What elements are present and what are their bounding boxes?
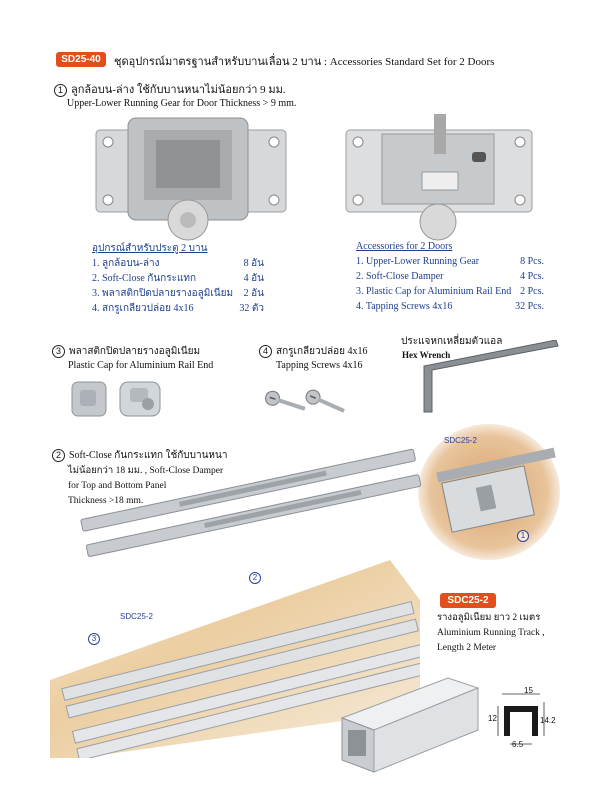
dim-left: 12	[488, 714, 497, 723]
callout-ring-2: 2	[249, 572, 261, 584]
running-gear-image-left	[92, 112, 292, 242]
track-title-en2: Length 2 Meter	[437, 643, 497, 653]
item3-number: 3	[52, 345, 65, 358]
track-code-badge: SDC25-2	[440, 593, 496, 608]
list-item-qty: 8 อัน	[243, 258, 264, 269]
track-profile-image	[338, 668, 508, 778]
hex-wrench-title-en: Hex Wrench	[402, 350, 451, 360]
sdc-label-track: SDC25-2	[120, 612, 153, 621]
item2-line2: ไม่น้อยกว่า 18 มม. , Soft-Close Damper	[68, 466, 224, 476]
product-code-badge: SD25-40	[56, 52, 106, 67]
list-item-qty: 4 อัน	[243, 273, 264, 284]
list-item	[356, 301, 544, 316]
item1-title-en: Upper-Lower Running Gear for Door Thickness > 9 mm.	[67, 98, 297, 109]
list-item-label: 4. สกรูเกลียวปล่อย 4x16	[92, 303, 194, 314]
soft-close-damper-image	[60, 440, 440, 558]
dim-top: 15	[524, 686, 533, 695]
track-description	[437, 611, 545, 656]
accessories-list-en	[356, 241, 544, 316]
list-item-qty: 2 อัน	[243, 288, 264, 299]
item1-number: 1	[54, 84, 67, 97]
item2-line3: for Top and Bottom Panel	[68, 481, 167, 491]
tapping-screws-image	[262, 384, 354, 420]
item3-title-en: Plastic Cap for Aluminium Rail End	[68, 360, 214, 371]
list-item	[356, 271, 544, 286]
list-item-qty: 2 Pcs.	[520, 286, 544, 297]
accessories-list-th	[92, 241, 264, 316]
list-item-qty: 32 Pcs.	[515, 301, 544, 312]
item4-title-en: Tapping Screws 4x16	[276, 360, 363, 371]
track-title-en1: Aluminium Running Track ,	[437, 628, 545, 638]
list-item	[92, 256, 264, 271]
list-item-label: 1. ลูกล้อบน-ล่าง	[92, 258, 160, 269]
list-item	[92, 301, 264, 316]
item4-title	[259, 344, 367, 359]
item2-number: 2	[52, 449, 65, 462]
list-item-label: 3. พลาสติกปิดปลายรางอลูมิเนียม	[92, 288, 234, 299]
list-item-qty: 4 Pcs.	[520, 271, 544, 282]
page-title: ชุดอุปกรณ์มาตรฐานสำหรับบานเลื่อน 2 บาน : Accessories Standard Set for 2 Doors	[114, 56, 495, 68]
callout-ring-1: 1	[517, 530, 529, 542]
hex-wrench-image	[418, 340, 562, 420]
list-item-label: 2. Soft-Close กันกระแทก	[92, 273, 197, 284]
list-item-label: 1. Upper-Lower Running Gear	[356, 256, 480, 267]
list-item-label: 2. Soft-Close Damper	[356, 271, 444, 282]
list-item-label: 3. Plastic Cap for Aluminium Rail End	[356, 286, 512, 297]
list-item	[92, 286, 264, 301]
list-item-qty: 8 Pcs.	[520, 256, 544, 267]
sdc-label-photo: SDC25-2	[444, 436, 477, 445]
list-item-label: 4. Tapping Screws 4x16	[356, 301, 453, 312]
item4-number: 4	[259, 345, 272, 358]
item1-title-th: ลูกล้อบน-ล่าง ใช้กับบานหนาไม่น้อยกว่า 9 มม.	[71, 84, 286, 96]
dim-bottom: 6.5	[512, 740, 524, 749]
accessories-heading-en: Accessories for 2 Doors	[356, 241, 453, 252]
list-item	[356, 256, 544, 271]
callout-ring-3: 3	[88, 633, 100, 645]
hex-wrench-title-th: ประแจหกเหลี่ยมตัวแอล	[401, 336, 503, 347]
accessories-heading-th: อุปกรณ์สำหรับประตู 2 บาน	[92, 243, 208, 254]
list-item	[356, 286, 544, 301]
list-item	[92, 271, 264, 286]
item3-title-th: พลาสติกปิดปลายรางอลูมิเนียม	[69, 346, 201, 357]
list-item-qty: 32 ตัว	[239, 303, 264, 314]
track-title-th: รางอลูมิเนียม ยาว 2 เมตร	[437, 613, 541, 623]
dim-right: 14.2	[540, 716, 556, 725]
item2-line1: Soft-Close กันกระแทก ใช้กับบานหนา	[69, 450, 228, 461]
plastic-cap-image	[68, 376, 178, 422]
item3-title	[52, 344, 200, 359]
item1-title	[54, 80, 286, 98]
item2-line4: Thickness >18 mm.	[68, 496, 144, 506]
item4-title-th: สกรูเกลียวปล่อย 4x16	[276, 346, 368, 357]
running-gear-image-right	[342, 112, 542, 242]
